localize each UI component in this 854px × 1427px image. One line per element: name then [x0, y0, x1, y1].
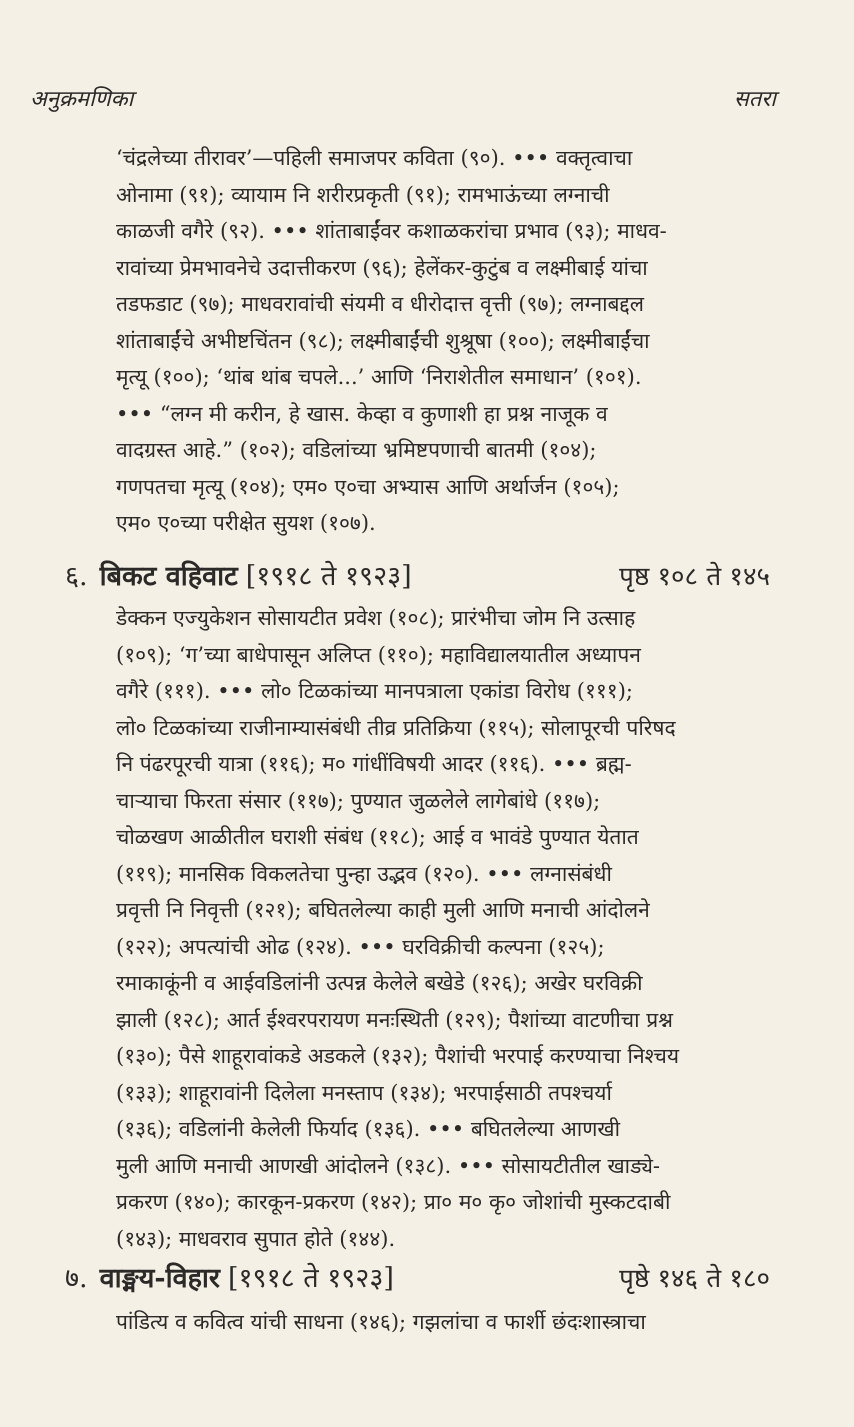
text-line: ‘चंद्रलेच्या तीरावर’—पहिली समाजपर कविता (९०). ••• वक्तृत्वाचा	[116, 146, 633, 170]
text-line: झाली (१२८); आर्त ईश्वरपरायण मनःस्थिती (१२९); पैशांच्या वाटणीचा प्रश्न	[116, 1007, 674, 1032]
text-line: गणपतचा मृत्यू (१०४); एम० ए०चा अभ्यास आणि अर्थार्जन (१०५);	[116, 474, 620, 499]
chapter-years: [१९१८ ते १९२३]	[245, 561, 412, 592]
text-line: (१२२); अपत्यांची ओढ (१२४). ••• घरविक्रीची कल्पना (१२५);	[116, 934, 605, 959]
text-line: (१३०); पैसे शाहूरावांकडे अडकले (१३२); पैशांची भरपाई करण्याचा निश्चय	[116, 1044, 680, 1068]
text-line: (१४३); माधवराव सुपात होते (१४४).	[116, 1226, 396, 1251]
text-line: चोळखण आळीतील घराशी संबंध (११८); आई व भावंडे पुण्यात येतात	[116, 825, 639, 849]
chapter-heading-7	[65, 1258, 770, 1295]
page-number: सतरा	[733, 87, 776, 112]
text-line: ओनामा (९१); व्यायाम नि शरीरप्रकृती (९१); रामभाऊंच्या लग्नाची	[116, 182, 610, 207]
chapter-heading-6	[65, 556, 770, 593]
text-line: रमाकाकूंनी व आईवडिलांनी उत्पन्न केलेले बखेडे (१२६); अखेर घरविक्री	[116, 971, 643, 995]
text-line: एम० ए०च्या परीक्षेत सुयश (१०७).	[116, 511, 376, 535]
text-line: वादग्रस्त आहे.” (१०२); वडिलांच्या भ्रमिष्टपणाची बातमी (१०४);	[116, 438, 597, 462]
text-line: (१०९); ‘ग’च्या बाधेपासून अलिप्त (११०); महाविद्यालयातील अध्यापन	[116, 642, 641, 667]
text-line: नि पंढरपूरची यात्रा (११६); म० गांधींविषयी आदर (११६). ••• ब्रह्म-	[116, 752, 632, 776]
contents-entry-6	[116, 600, 768, 1257]
chapter-pages: पृष्ठे १४६ ते १८०	[619, 1264, 770, 1294]
page-header	[30, 83, 776, 113]
text-line: चाऱ्याचा फिरता संसार (११७); पुण्यात जुळलेले लागेबांधे (११७);	[116, 788, 601, 813]
text-line: पांडित्य व कवित्व यांची साधना (१४६); गझलांचा व फार्शी छंदःशास्त्राचा	[116, 1310, 646, 1334]
text-line: (११९); मानसिक विकलतेचा पुन्हा उद्भव (१२०). ••• लग्नासंबंधी	[116, 861, 612, 886]
text-line: मृत्यू (१००); ‘थांब थांब चपले...’ आणि ‘निराशेतील समाधान’ (१०१).	[116, 365, 642, 389]
text-line: प्रवृत्ती नि निवृत्ती (१२१); बघितलेल्या काही मुली आणि मनाची आंदोलने	[116, 898, 650, 922]
chapter-title: बिकट वहिवाट	[99, 561, 238, 592]
chapter-title: वाङ्मय-विहार	[99, 1263, 220, 1294]
text-line: ••• “लग्न मी करीन, हे खास. केव्हा व कुणाशी हा प्रश्न नाजूक व	[116, 401, 608, 426]
text-line: (१३३); शाहूरावांनी दिलेला मनस्ताप (१३४); भरपाईसाठी तपश्चर्या	[116, 1080, 612, 1105]
running-title: अनुक्रमणिका	[30, 87, 134, 112]
text-line: प्रकरण (१४०); कारकून-प्रकरण (१४२); प्रा० म० कृ० जोशांची मुस्कटदाबी	[116, 1190, 671, 1214]
text-line: शांताबाईंचे अभीष्टचिंतन (९८); लक्ष्मीबाईंची शुश्रूषा (१००); लक्ष्मीबाईंचा	[116, 328, 650, 353]
text-line: वगैरे (१११). ••• लो० टिळकांच्या मानपत्राला एकांडा विरोध (१११);	[116, 679, 633, 703]
text-line: मुली आणि मनाची आणखी आंदोलने (१३८). ••• सोसायटीतील खाड्ये-	[116, 1153, 660, 1178]
text-line: काळजी वगैरे (९२). ••• शांताबाईंवर कशाळकरांचा प्रभाव (९३); माधव-	[116, 219, 667, 243]
contents-entry-5-continued	[116, 140, 768, 542]
text-line: तडफडाट (९७); माधवरावांची संयमी व धीरोदात्त वृत्ती (९७); लग्नाबद्दल	[116, 292, 644, 316]
text-line: रावांच्या प्रेमभावनेचे उदात्तीकरण (९६); हेलेंकर-कुटुंब व लक्ष्मीबाई यांचा	[116, 255, 648, 280]
chapter-number: ६.	[65, 561, 88, 592]
contents-entry-7	[116, 1304, 768, 1341]
chapter-pages: पृष्ठ १०८ ते १४५	[619, 562, 770, 592]
text-line: लो० टिळकांच्या राजीनाम्यासंबंधी तीव्र प्रतिक्रिया (११५); सोलापूरची परिषद	[116, 715, 676, 740]
text-line: (१३६); वडिलांनी केलेली फिर्याद (१३६). ••• बघितलेल्या आणखी	[116, 1117, 621, 1141]
text-line: डेक्कन एज्युकेशन सोसायटीत प्रवेश (१०८); प्रारंभीचा जोम नि उत्साह	[116, 606, 636, 630]
chapter-number: ७.	[65, 1263, 88, 1294]
chapter-years: [१९१८ ते १९२३]	[227, 1263, 394, 1294]
